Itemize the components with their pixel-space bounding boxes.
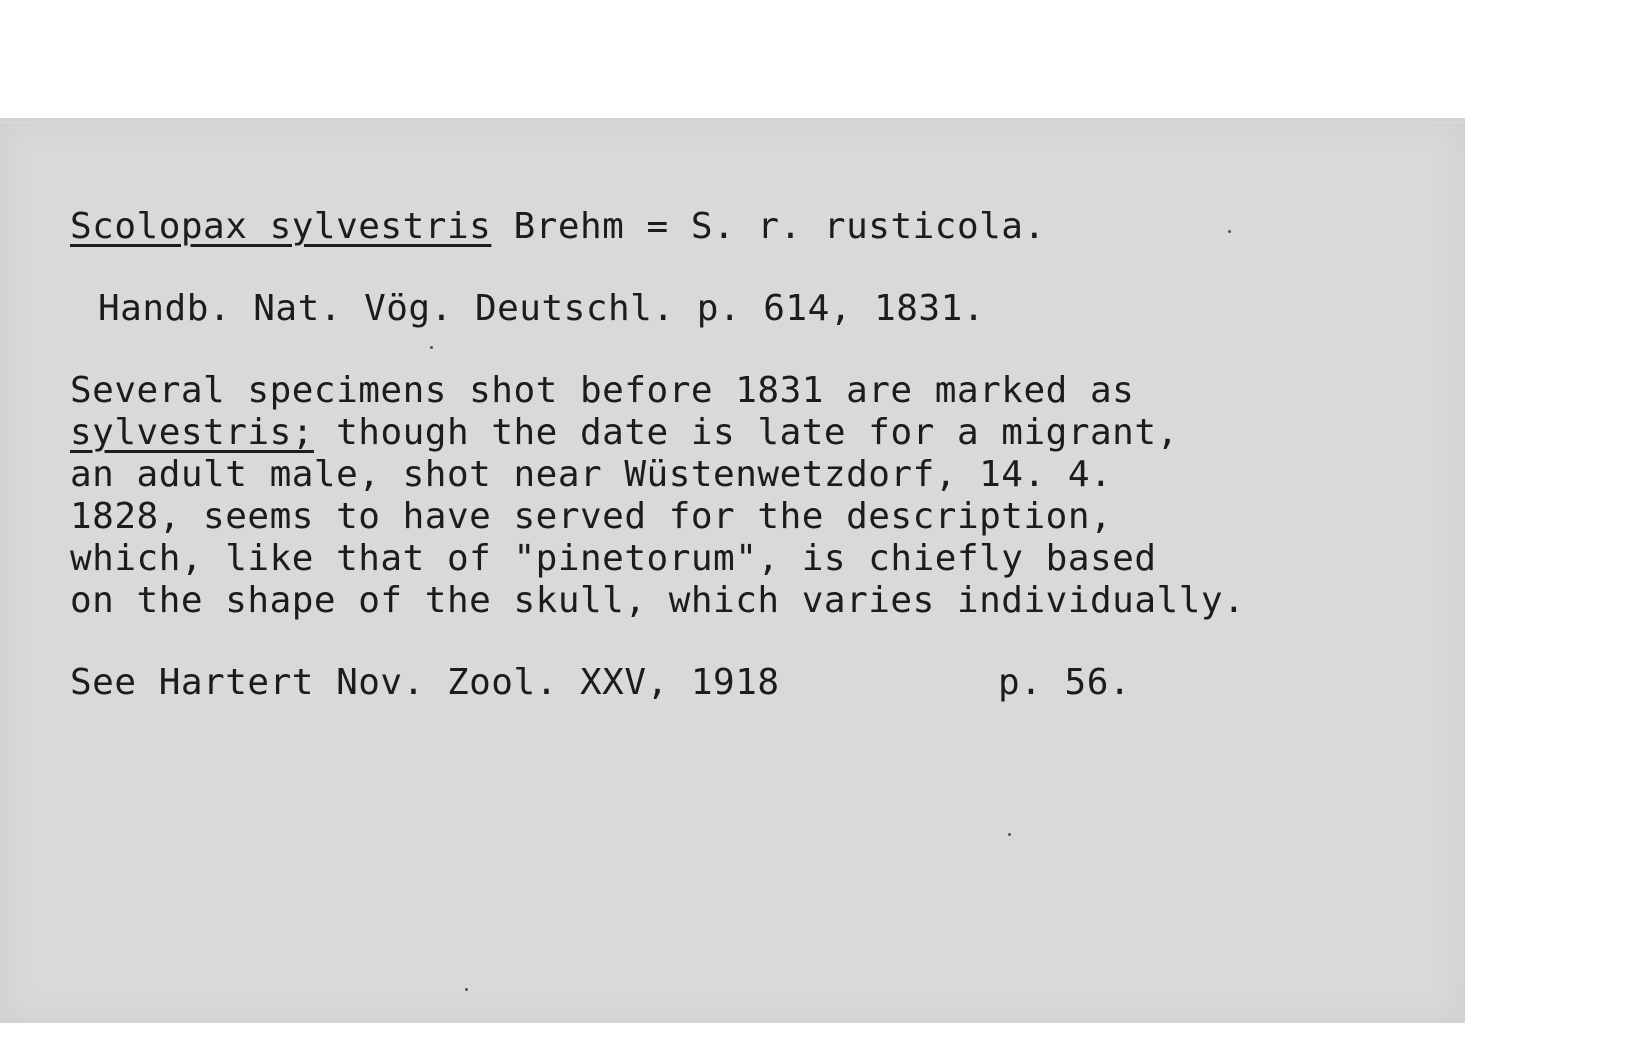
paragraph-line-5: which, like that of "pinetorum", is chiefly based <box>70 538 1157 579</box>
index-card <box>0 118 1465 1023</box>
paper-speck <box>465 988 468 991</box>
card-top-edge <box>0 118 1465 124</box>
paragraph-line-6: on the shape of the skull, which varies individually. <box>70 580 1246 621</box>
species-heading <box>70 206 1046 248</box>
paragraph-line-2-rest: though the date is late for a migrant, <box>313 412 1179 453</box>
species-synonym: Brehm = S. r. rusticola. <box>491 206 1046 247</box>
see-also-page: p. 56. <box>998 662 1132 703</box>
paragraph-line-4: 1828, seems to have served for the description, <box>70 496 1113 537</box>
paragraph-line-1: Several specimens shot before 1831 are marked as <box>70 370 1135 411</box>
paper-speck <box>430 346 433 349</box>
paragraph-line-3: an adult male, shot near Wüstenwetzdorf, 14. 4. <box>70 454 1113 495</box>
see-also-reference: See Hartert Nov. Zool. XXV, 1918 <box>70 662 780 703</box>
paper-speck <box>1228 230 1231 233</box>
paper-speck <box>1008 833 1011 836</box>
paragraph-line-2 <box>70 412 1179 454</box>
reference-line: Handb. Nat. Vög. Deutschl. p. 614, 1831. <box>98 288 985 329</box>
species-name: Scolopax sylvestris <box>70 206 492 247</box>
underlined-word: sylvestris; <box>70 412 314 453</box>
